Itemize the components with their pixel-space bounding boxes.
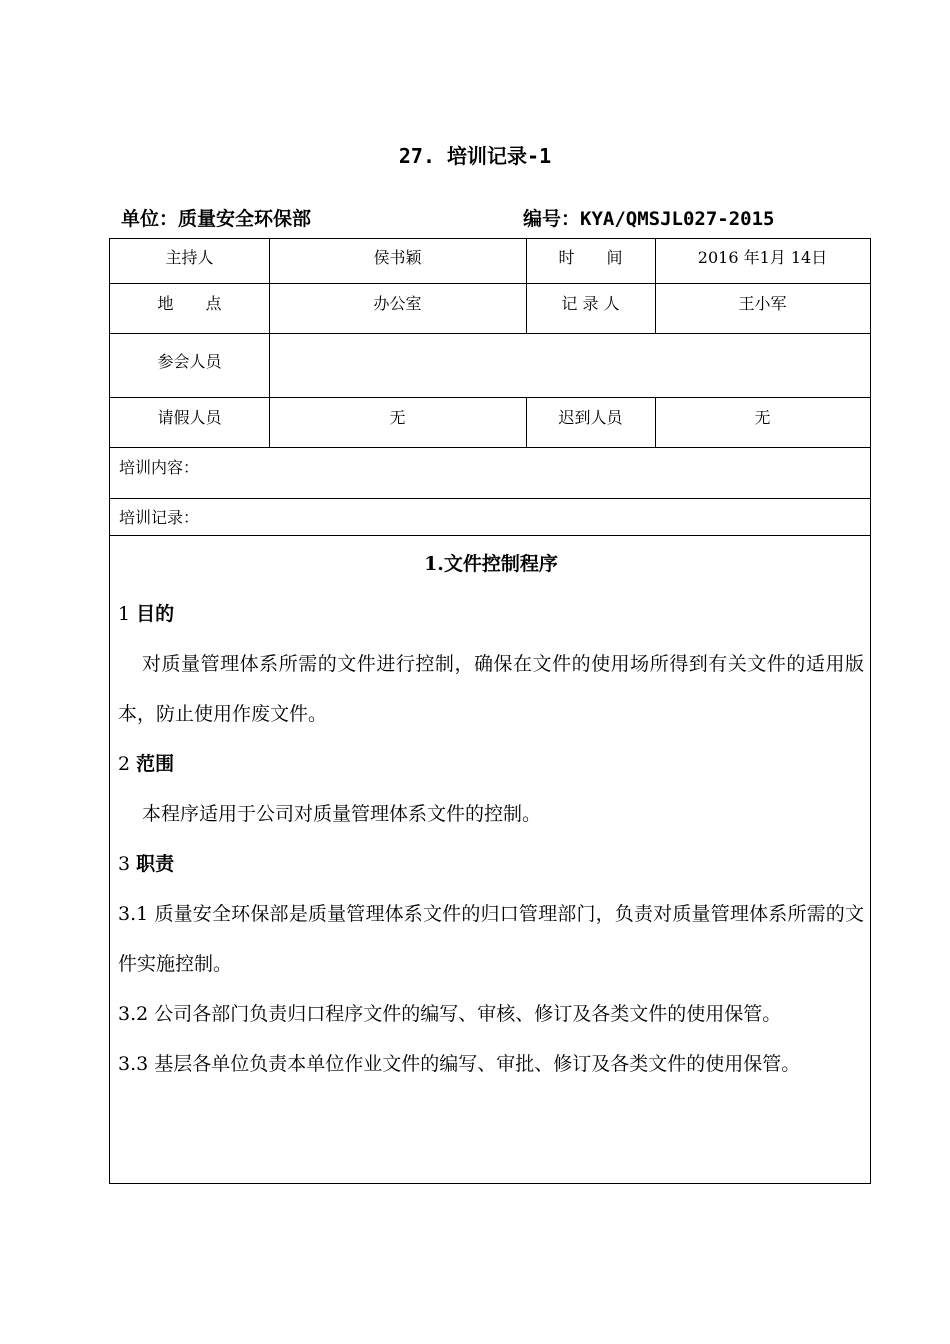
- training-record-label: 培训记录：: [119, 508, 200, 527]
- section-3-number: 3: [118, 853, 137, 875]
- host-label: 主持人: [165, 248, 214, 267]
- section-2-heading: [118, 739, 864, 789]
- location-value: 办公室: [373, 294, 422, 313]
- section-1-number: 1: [118, 603, 137, 625]
- attendees-label: 参会人员: [157, 352, 222, 371]
- row-divider: [110, 535, 870, 536]
- unit-label: 单位：质量安全环保部: [121, 208, 312, 230]
- leave-value: 无: [389, 408, 406, 427]
- location-label: 地 点: [157, 294, 222, 313]
- host-value: 侯书颖: [373, 248, 422, 267]
- row-divider: [110, 447, 870, 448]
- section-3-1-text: 3.1 质量安全环保部是质量管理体系文件的归口管理部门，负责对质量管理体系所需的文件实施控制。: [118, 903, 864, 975]
- document-title: 27. 培训记录-1: [398, 144, 552, 168]
- training-content-label: 培训内容：: [119, 458, 200, 477]
- time-value: 2016 年1月 14日: [697, 248, 828, 267]
- time-label: 时 间: [558, 248, 623, 267]
- procedure-heading: 1.文件控制程序: [424, 553, 558, 575]
- section-2-text: 本程序适用于公司对质量管理体系文件的控制。: [142, 803, 542, 825]
- late-label: 迟到人员: [558, 408, 623, 427]
- section-3-2-text: 3.2 公司各部门负责归口程序文件的编写、审核、修订及各类文件的使用保管。: [118, 1003, 782, 1025]
- row-divider: [110, 333, 870, 334]
- row-divider: [110, 498, 870, 499]
- col-divider: [269, 333, 270, 397]
- leave-label: 请假人员: [157, 408, 222, 427]
- section-1-heading: [118, 589, 864, 639]
- section-3-heading: [118, 839, 864, 889]
- row-divider: [110, 397, 870, 398]
- training-record-content: [118, 539, 864, 1089]
- section-3-3-text: 3.3 基层各单位负责本单位作业文件的编写、审批、修订及各类文件的使用保管。: [118, 1053, 801, 1075]
- section-1-text: 对质量管理体系所需的文件进行控制，确保在文件的使用场所得到有关文件的适用版本，防止使用作废文件。: [118, 653, 864, 725]
- recorder-value: 王小军: [738, 294, 787, 313]
- document-code: 编号：KYA/QMSJL027-2015: [523, 208, 775, 230]
- section-3-title: 职责: [136, 853, 175, 875]
- section-2-title: 范围: [136, 753, 175, 775]
- late-value: 无: [754, 408, 771, 427]
- row-divider: [110, 283, 870, 284]
- section-1-title: 目的: [136, 603, 175, 625]
- section-2-number: 2: [118, 753, 137, 775]
- recorder-label: 记 录 人: [561, 294, 620, 313]
- training-record-table: [109, 238, 871, 1184]
